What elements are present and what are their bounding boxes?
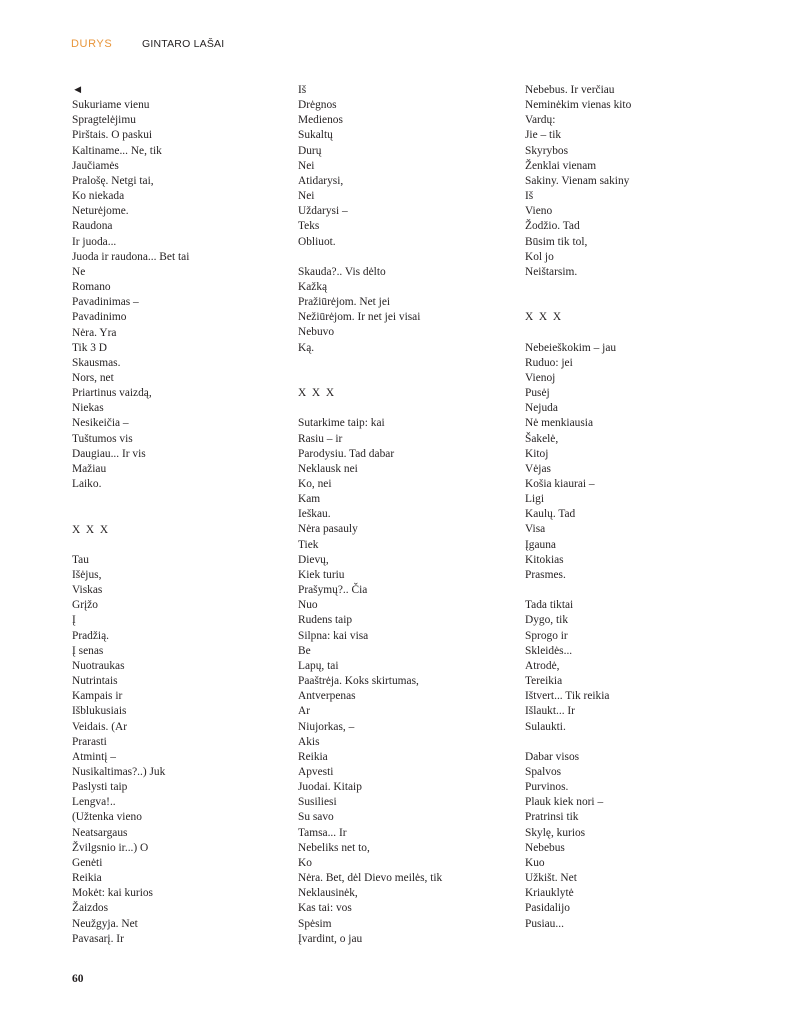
poem-line: Be (298, 644, 311, 657)
poem-line: Žodžio. Tad (525, 220, 580, 233)
poem-line: Lapų, tai (298, 659, 339, 672)
poem-line: Juodai. Kitaip (298, 781, 362, 794)
poem-line: Durų (298, 144, 322, 157)
stanza-break (298, 371, 508, 386)
poem-line: Vardų: (525, 114, 556, 127)
poem-line: Išlaukt... Ir (525, 705, 575, 718)
poem-line: Spalvos (525, 765, 562, 778)
stanza-break (298, 250, 508, 265)
poem-line: Skyrybos (525, 144, 569, 157)
poem-line: Ne (72, 265, 86, 278)
poem-line: Teks (298, 220, 320, 233)
poem-line: Sakiny. Vienam sakiny (525, 174, 630, 187)
poem-line: Neturėjome. (72, 205, 129, 218)
poem-line: Pavadinimas – (72, 296, 139, 309)
poem-line: Ką. (298, 341, 315, 354)
stanza-break (525, 295, 755, 310)
poem-line: Sulaukti. (525, 720, 566, 733)
poem-line: Skylę, kurios (525, 826, 586, 839)
stanza-break (298, 401, 508, 416)
poem-line: Sukaltų (298, 129, 333, 142)
poem-line: Rasiu – ir (298, 432, 343, 445)
poem-line: Romano (72, 281, 111, 294)
poem-line: Jie – tik (525, 129, 562, 142)
poem-line: Mokėt: kai kurios (72, 887, 153, 900)
poem-line: Juoda ir raudona... Bet tai (72, 250, 190, 263)
poem-line: Atmintį – (72, 750, 116, 763)
poem-line: Nebuvo (298, 326, 335, 339)
stanza-break (525, 280, 755, 295)
poem-line: Šakelė, (525, 432, 559, 445)
poem-line: Dievų, (298, 553, 329, 566)
poem-line: Uždarysi – (298, 205, 348, 218)
poem-line: Kas tai: vos (298, 902, 352, 915)
poem-line: Sukuriame vienu (72, 99, 150, 112)
poem-line: Pratrinsi tik (525, 811, 579, 824)
poem-line: Vėjas (525, 462, 551, 475)
poem-line: Dabar visos (525, 750, 580, 763)
poem-line: Daugiau... Ir vis (72, 447, 146, 460)
poem-line: Išblukusiais (72, 705, 127, 718)
poem-line: Tamsa... Ir (298, 826, 347, 839)
poem-line: Dygo, tik (525, 614, 569, 627)
stanza-break (298, 356, 508, 371)
stanza-break (525, 735, 755, 750)
poem-line: Nežiūrėjom. Ir net jei visai (298, 311, 421, 324)
poem-line: Nėra. Bet, dėl Dievo meilės, tik (298, 872, 443, 885)
poem-line: Nė menkiausia (525, 417, 594, 430)
poem-line: Obliuot. (298, 235, 336, 248)
poem-line: Prarasti (72, 735, 107, 748)
poem-line: X X X (298, 387, 335, 400)
poem-line: Iš (525, 190, 534, 203)
poem-line: Niekas (72, 402, 104, 415)
page-header (71, 38, 224, 54)
poem-line: Ieškau. (298, 508, 331, 521)
page-number: 60 (72, 973, 84, 985)
poem-line: X X X (72, 523, 109, 536)
stanza-break (72, 492, 282, 507)
poem-line: Į (72, 614, 76, 627)
poem-line: Silpna: kai visa (298, 629, 369, 642)
poem-line: Pavadinimo (72, 311, 127, 324)
poem-line: Genėti (72, 856, 103, 869)
poem-line: ◄ (72, 84, 84, 96)
poem-line: Nutrintais (72, 675, 118, 688)
poem-line: (Užtenka vieno (72, 811, 142, 824)
poem-line: Nėra pasauly (298, 523, 358, 536)
poem-line: Nejuda (525, 402, 558, 415)
poem-line: Kitokias (525, 553, 564, 566)
poem-line: Purvinos. (525, 781, 569, 794)
poem-line: Kampais ir (72, 690, 123, 703)
poem-line: Skleidės... (525, 644, 573, 657)
poem-line: Ištvert... Tik reikia (525, 690, 610, 703)
poem-line: Ko niekada (72, 190, 125, 203)
poem-line: Tau (72, 553, 89, 566)
poem-line: Skauda?.. Vis dėlto (298, 265, 386, 278)
poem-line: Spragtelėjimu (72, 114, 136, 127)
poem-line: Neatsargaus (72, 826, 128, 839)
poem-line: Plauk kiek nori – (525, 796, 604, 809)
poem-line: Ligi (525, 493, 544, 506)
poem-line: Pradžią. (72, 629, 110, 642)
section-title: GINTARO LAŠAI (142, 38, 225, 50)
poem-line: Parodysiu. Tad dabar (298, 447, 395, 460)
poem-line: Ko, nei (298, 478, 332, 490)
poem-line: Kriauklytė (525, 887, 574, 900)
poem-line: Pusiau... (525, 917, 564, 930)
poem-line: Viskas (72, 584, 103, 597)
poem-line: Pralošę. Netgi tai, (72, 174, 154, 187)
poem-line: Košia kiaurai – (525, 478, 595, 491)
stanza-break (525, 583, 755, 598)
poem-line: Paslysti taip (72, 781, 128, 794)
stanza-break (72, 507, 282, 522)
poem-line: Antverpenas (298, 690, 356, 703)
poem-line: Pirštais. O paskui (72, 129, 153, 142)
poem-line: Kitoj (525, 447, 549, 460)
poem-line: Su savo (298, 811, 334, 824)
poem-line: Nuotraukas (72, 659, 125, 672)
poem-line: Niujorkas, – (298, 720, 355, 733)
poem-line: Nors, net (72, 371, 114, 384)
stanza-break (72, 538, 282, 553)
poem-line: Tik 3 D (72, 341, 108, 354)
poem-line: Kiek turiu (298, 568, 345, 581)
poem-line: Pavasarį. Ir (72, 932, 124, 945)
poem-column-1 (72, 83, 282, 947)
poem-line: Kam (298, 493, 321, 506)
poem-line: Kaulų. Tad (525, 508, 576, 521)
poem-line: Ko (298, 856, 312, 869)
poem-line: Nei (298, 159, 315, 172)
poem-line: Drėgnos (298, 99, 337, 112)
poem-line: Neištarsim. (525, 265, 578, 278)
poem-line: Ir juoda... (72, 235, 117, 248)
poem-line: Pusėj (525, 387, 550, 400)
poem-line: Ženklai vienam (525, 159, 597, 172)
poem-line: Ar (298, 705, 311, 718)
poem-line: Prašymų?.. Čia (298, 584, 368, 597)
poem-line: Neklausk nei (298, 462, 358, 475)
poem-line: Grįžo (72, 599, 98, 612)
poem-line: Užkišt. Net (525, 872, 577, 885)
poem-line: Įvardint, o jau (298, 932, 363, 945)
poem-line: Skausmas. (72, 356, 121, 369)
poem-line: Pasidalijo (525, 902, 570, 915)
poem-line: Žvilgsnio ir...) O (72, 841, 149, 854)
poem-line: Nusikaltimas?..) Juk (72, 765, 166, 778)
poem-line: Žaizdos (72, 902, 109, 915)
poem-line: Į senas (72, 644, 104, 657)
poem-line: Kuo (525, 856, 545, 869)
poem-line: Vieno (525, 205, 553, 218)
poem-column-2 (298, 83, 508, 947)
poem-line: Prasmes. (525, 568, 566, 581)
poem-line: Veidais. (Ar (72, 720, 128, 733)
poem-line: Išėjus, (72, 568, 102, 581)
poem-line: Spėsim (298, 917, 332, 930)
poem-line: Nėra. Yra (72, 326, 117, 339)
poem-line: Nebeliks net to, (298, 841, 370, 854)
poem-line: X X X (525, 311, 562, 324)
poem-line: Nei (298, 190, 315, 203)
poem-line: Laiko. (72, 478, 102, 491)
poem-line: Paaštrėja. Koks skirtumas, (298, 675, 419, 688)
poem-line: Apvesti (298, 765, 334, 778)
poem-line: Neužgyja. Net (72, 917, 138, 930)
poem-line: Priartinus vaizdą, (72, 387, 152, 400)
poem-line: Tada tiktai (525, 599, 574, 612)
poem-line: Atrodė, (525, 659, 560, 672)
poem-line: Reikia (298, 750, 328, 763)
poem-line: Raudona (72, 220, 113, 233)
poem-line: Nebebus (525, 841, 565, 854)
poem-line: Įgauna (525, 538, 556, 551)
poem-line: Lengva!.. (72, 796, 116, 809)
poem-line: Medienos (298, 114, 343, 127)
poem-line: Rudens taip (298, 614, 353, 627)
poem-line: Sprogo ir (525, 629, 568, 642)
poem-line: Kol jo (525, 250, 554, 263)
poem-line: Kažką (298, 281, 328, 294)
magazine-title: DURYS (71, 38, 113, 50)
poem-line: Atidarysi, (298, 174, 344, 187)
poem-line: Tereikia (525, 675, 563, 688)
poem-line: Nesikeičia – (72, 417, 129, 430)
poem-line: Neminėkim vienas kito (525, 99, 632, 112)
poem-line: Susiliesi (298, 796, 337, 809)
poem-line: Jaučiamės (72, 159, 119, 172)
poem-line: Akis (298, 735, 320, 748)
poem-line: Sutarkime taip: kai (298, 417, 385, 430)
poem-line: Visa (525, 523, 546, 536)
poem-line: Tiek (298, 538, 319, 551)
poem-line: Ruduo: jei (525, 356, 573, 369)
poem-column-3 (525, 83, 755, 932)
poem-line: Iš (298, 84, 307, 96)
poem-line: Reikia (72, 872, 102, 885)
poem-line: Nuo (298, 599, 318, 612)
poem-line: Neklausinėk, (298, 887, 358, 900)
stanza-break (525, 325, 755, 340)
poem-line: Nebebus. Ir verčiau (525, 84, 615, 96)
poem-line: Nebeieškokim – jau (525, 341, 617, 354)
poem-line: Pražiūrėjom. Net jei (298, 296, 391, 309)
poem-line: Kaltiname... Ne, tik (72, 144, 162, 157)
poem-line: Tuštumos vis (72, 432, 133, 445)
poem-line: Būsim tik tol, (525, 235, 588, 248)
poem-line: Mažiau (72, 462, 107, 475)
poem-line: Vienoj (525, 371, 556, 384)
